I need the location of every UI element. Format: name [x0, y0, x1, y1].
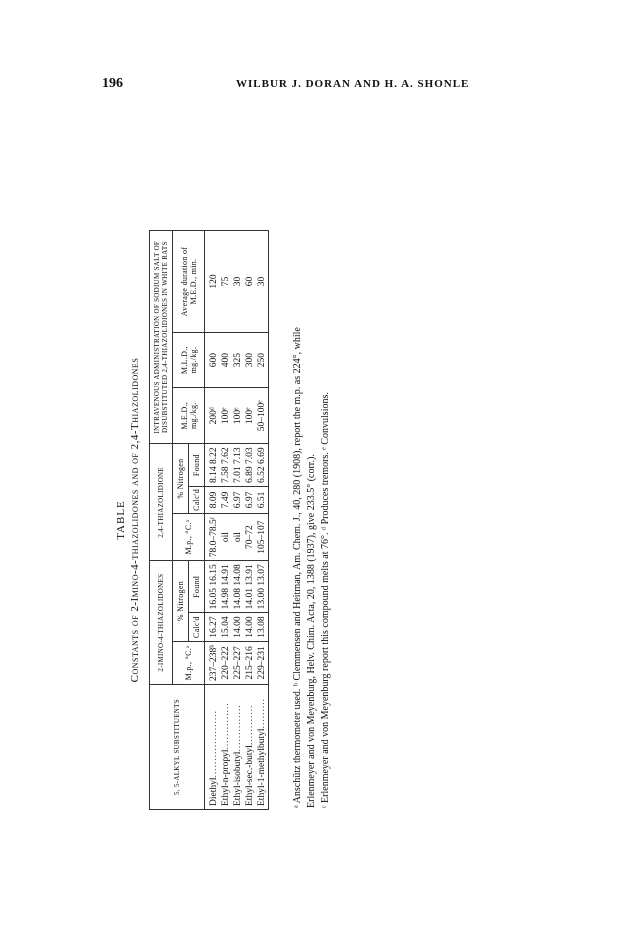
- header-nitrogen-thiazolidione: % Nitrogen: [173, 444, 189, 514]
- table-label: TABLE: [115, 500, 127, 540]
- med-cell: 200ᵈ: [205, 388, 221, 444]
- mp-thiazolidione-cell: 70–72: [244, 513, 256, 560]
- rotated-table-block: [115, 230, 355, 810]
- found-imino-cell: 14.01 13.91: [244, 561, 256, 613]
- header-found-imino: Found: [189, 561, 205, 613]
- footnote-line: ᵃ Anschütz thermometer used. ᵇ Clemmensen and Heitman, Am. Chem. J., 40, 280 (1908), report the m.p. as 224°, while: [292, 327, 303, 808]
- header-med: M.E.D., mg./kg.: [173, 388, 205, 444]
- mp-thiazolidione-cell: 105–107: [256, 513, 269, 560]
- mp-imino-cell: 215–216: [244, 641, 256, 684]
- header-group-thiazolidione: 2,4-THIAZOLIDIONE: [150, 444, 173, 561]
- header-mp-thiazolidione: M.p., °C.ᵃ: [173, 513, 205, 560]
- header-calcd-thiazolidione: Calc'd: [189, 486, 205, 513]
- found-thiazolidione-cell: 7.01 7.13: [232, 444, 244, 487]
- calcd-thiazolidione-cell: 6.97: [232, 486, 244, 513]
- header-mp-imino: M.p., °C.ᵃ: [173, 641, 205, 684]
- table-row: [244, 231, 256, 810]
- header-avg-duration: Average duration of M.E.D., min.: [173, 231, 205, 333]
- found-thiazolidione-cell: 7.58 7.62: [220, 444, 232, 487]
- calcd-thiazolidione-cell: 7.49: [220, 486, 232, 513]
- calcd-thiazolidione-cell: 8.09: [205, 486, 221, 513]
- med-cell: 100ᵉ: [244, 388, 256, 444]
- found-thiazolidione-cell: 6.89 7.03: [244, 444, 256, 487]
- med-cell: 100ᵉ: [232, 388, 244, 444]
- table-footnotes: [291, 232, 333, 808]
- running-head: WILBUR J. DORAN AND H. A. SHONLE: [236, 78, 470, 90]
- header-group-imino: 2-IMINO-4-THIAZOLIDONES: [150, 561, 173, 685]
- found-imino-cell: 14.08 14.08: [232, 561, 244, 613]
- avg-duration-cell: 60: [244, 231, 256, 333]
- table-row: [232, 231, 244, 810]
- found-imino-cell: 14.98 14.91: [220, 561, 232, 613]
- calcd-imino-cell: 14.00: [244, 613, 256, 641]
- avg-duration-cell: 120: [205, 231, 221, 333]
- page-number: 196: [102, 76, 123, 91]
- mld-cell: 250: [256, 333, 269, 388]
- table-title: Constants of 2-Imino-4-thiazolidones and of 2,4-Thiazolidones: [129, 357, 141, 683]
- footnote-line: Erlenmeyer and von Meyenburg, Helv. Chim. Acta, 20, 1388 (1937), give 233.5° (corr.).: [306, 454, 317, 808]
- med-cell: 100ᵉ: [220, 388, 232, 444]
- found-imino-cell: 13.00 13.07: [256, 561, 269, 613]
- substituent-name-cell: Ethyl-1-methylbutyl.........: [256, 685, 269, 810]
- calcd-imino-cell: 13.08: [256, 613, 269, 641]
- substituent-name-cell: Ethyl-isobutyl..............: [232, 685, 244, 810]
- table-row: [220, 231, 232, 810]
- table-row: [205, 231, 221, 810]
- substituent-name-cell: Ethyl-n-propyl..............: [220, 685, 232, 810]
- substituent-name-cell: Ethyl-sec.-butyl............: [244, 685, 256, 810]
- header-found-thiazolidione: Found: [189, 444, 205, 487]
- avg-duration-cell: 30: [232, 231, 244, 333]
- avg-duration-cell: 30: [256, 231, 269, 333]
- calcd-thiazolidione-cell: 6.97: [244, 486, 256, 513]
- header-nitrogen-imino: % Nitrogen: [173, 561, 189, 642]
- mp-thiazolidione-cell: oil: [232, 513, 244, 560]
- found-thiazolidione-cell: 8.14 8.22: [205, 444, 221, 487]
- mp-imino-cell: 229–231: [256, 641, 269, 684]
- header-substituents: 5, 5-ALKYL SUBSTITUENTS: [150, 685, 205, 810]
- mp-imino-cell: 225–227: [232, 641, 244, 684]
- mld-cell: 600: [205, 333, 221, 388]
- header-group-intravenous: INTRAVENOUS ADMINISTRATION OF SODIUM SALT OF DISUBSTITUTED 2,4-THIAZOLIDIONES IN WHITE RATS: [150, 231, 173, 444]
- mp-thiazolidione-cell: oil: [220, 513, 232, 560]
- constants-table: [149, 230, 269, 810]
- found-thiazolidione-cell: 6.52 6.69: [256, 444, 269, 487]
- mld-cell: 400: [220, 333, 232, 388]
- avg-duration-cell: 75: [220, 231, 232, 333]
- calcd-imino-cell: 14.00: [232, 613, 244, 641]
- mp-imino-cell: 220–222: [220, 641, 232, 684]
- substituent-name-cell: Diethyl....................: [205, 685, 221, 810]
- med-cell: 50–100ᵉ: [256, 388, 269, 444]
- mld-cell: 325: [232, 333, 244, 388]
- header-calcd-imino: Calc'd: [189, 613, 205, 641]
- calcd-imino-cell: 15.04: [220, 613, 232, 641]
- mld-cell: 300: [244, 333, 256, 388]
- mp-imino-cell: 237–238ᵇ: [205, 641, 221, 684]
- mp-thiazolidione-cell: 78.0–78.5ᶜ: [205, 513, 221, 560]
- footnote-line: ᶜ Erlenmeyer and von Meyenburg report this compound melts at 76°. ᵈ Produces tremors. ᵉ Convulsions.: [320, 392, 331, 808]
- table-row: [256, 231, 269, 810]
- found-imino-cell: 16.05 16.15: [205, 561, 221, 613]
- calcd-imino-cell: 16.27: [205, 613, 221, 641]
- calcd-thiazolidione-cell: 6.51: [256, 486, 269, 513]
- header-mld: M.L.D., mg./kg.: [173, 333, 205, 388]
